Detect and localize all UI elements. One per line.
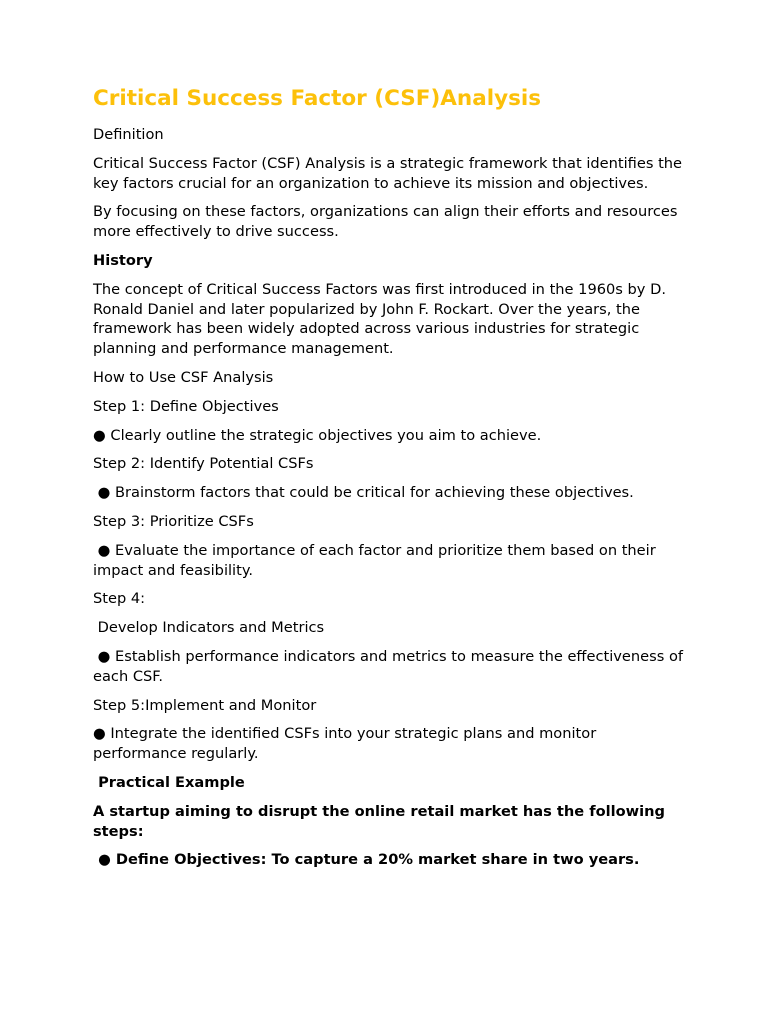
- history-heading: History: [93, 251, 153, 269]
- document-title: Critical Success Factor (CSF)Analysis: [93, 86, 542, 111]
- definition-label: Definition: [93, 126, 164, 143]
- step-5-heading: Step 5:Implement and Monitor: [93, 696, 317, 714]
- step-3-bullet: ● Evaluate the importance of each factor and prioritize them based on their impact and feasibility.: [93, 541, 661, 579]
- definition-text: Critical Success Factor (CSF) Analysis is a strategic framework that identifies the key factors crucial for an organization to achieve its mission and objectives.: [93, 154, 683, 192]
- step-4-bullet: ● Establish performance indicators and metrics to measure the effectiveness of each CSF.: [93, 647, 688, 685]
- step-2-heading: Step 2: Identify Potential CSFs: [93, 455, 314, 473]
- document-page: [93, 84, 693, 879]
- step-4-heading: Step 4:: [93, 590, 146, 608]
- step-3-heading: Step 3: Prioritize CSFs: [93, 512, 254, 530]
- step-5-bullet: ● Integrate the identified CSFs into your strategic plans and monitor performance regularly.: [93, 725, 597, 763]
- step-1-bullet: ● Clearly outline the strategic objectives you aim to achieve.: [93, 426, 542, 444]
- step-2-bullet: ● Brainstorm factors that could be critical for achieving these objectives.: [93, 484, 634, 502]
- practical-example-heading: Practical Example: [93, 773, 245, 791]
- definition-text-2: By focusing on these factors, organizations can align their efforts and resources more effectively to drive success.: [93, 203, 678, 241]
- step-4-subheading: Develop Indicators and Metrics: [93, 619, 325, 637]
- practical-example-bullet: ● Define Objectives: To capture a 20% market share in two years.: [93, 851, 640, 869]
- history-text: The concept of Critical Success Factors was first introduced in the 1960s by D. Ronald Daniel and later popularized by John F. Rockart. Over the years, the framework has been widely adopted across various industries for strategic planning and performance management.: [93, 280, 666, 358]
- practical-example-intro: A startup aiming to disrupt the online retail market has the following steps:: [93, 802, 665, 840]
- how-to-use-heading: How to Use CSF Analysis: [93, 368, 274, 386]
- step-1-heading: Step 1: Define Objectives: [93, 397, 279, 415]
